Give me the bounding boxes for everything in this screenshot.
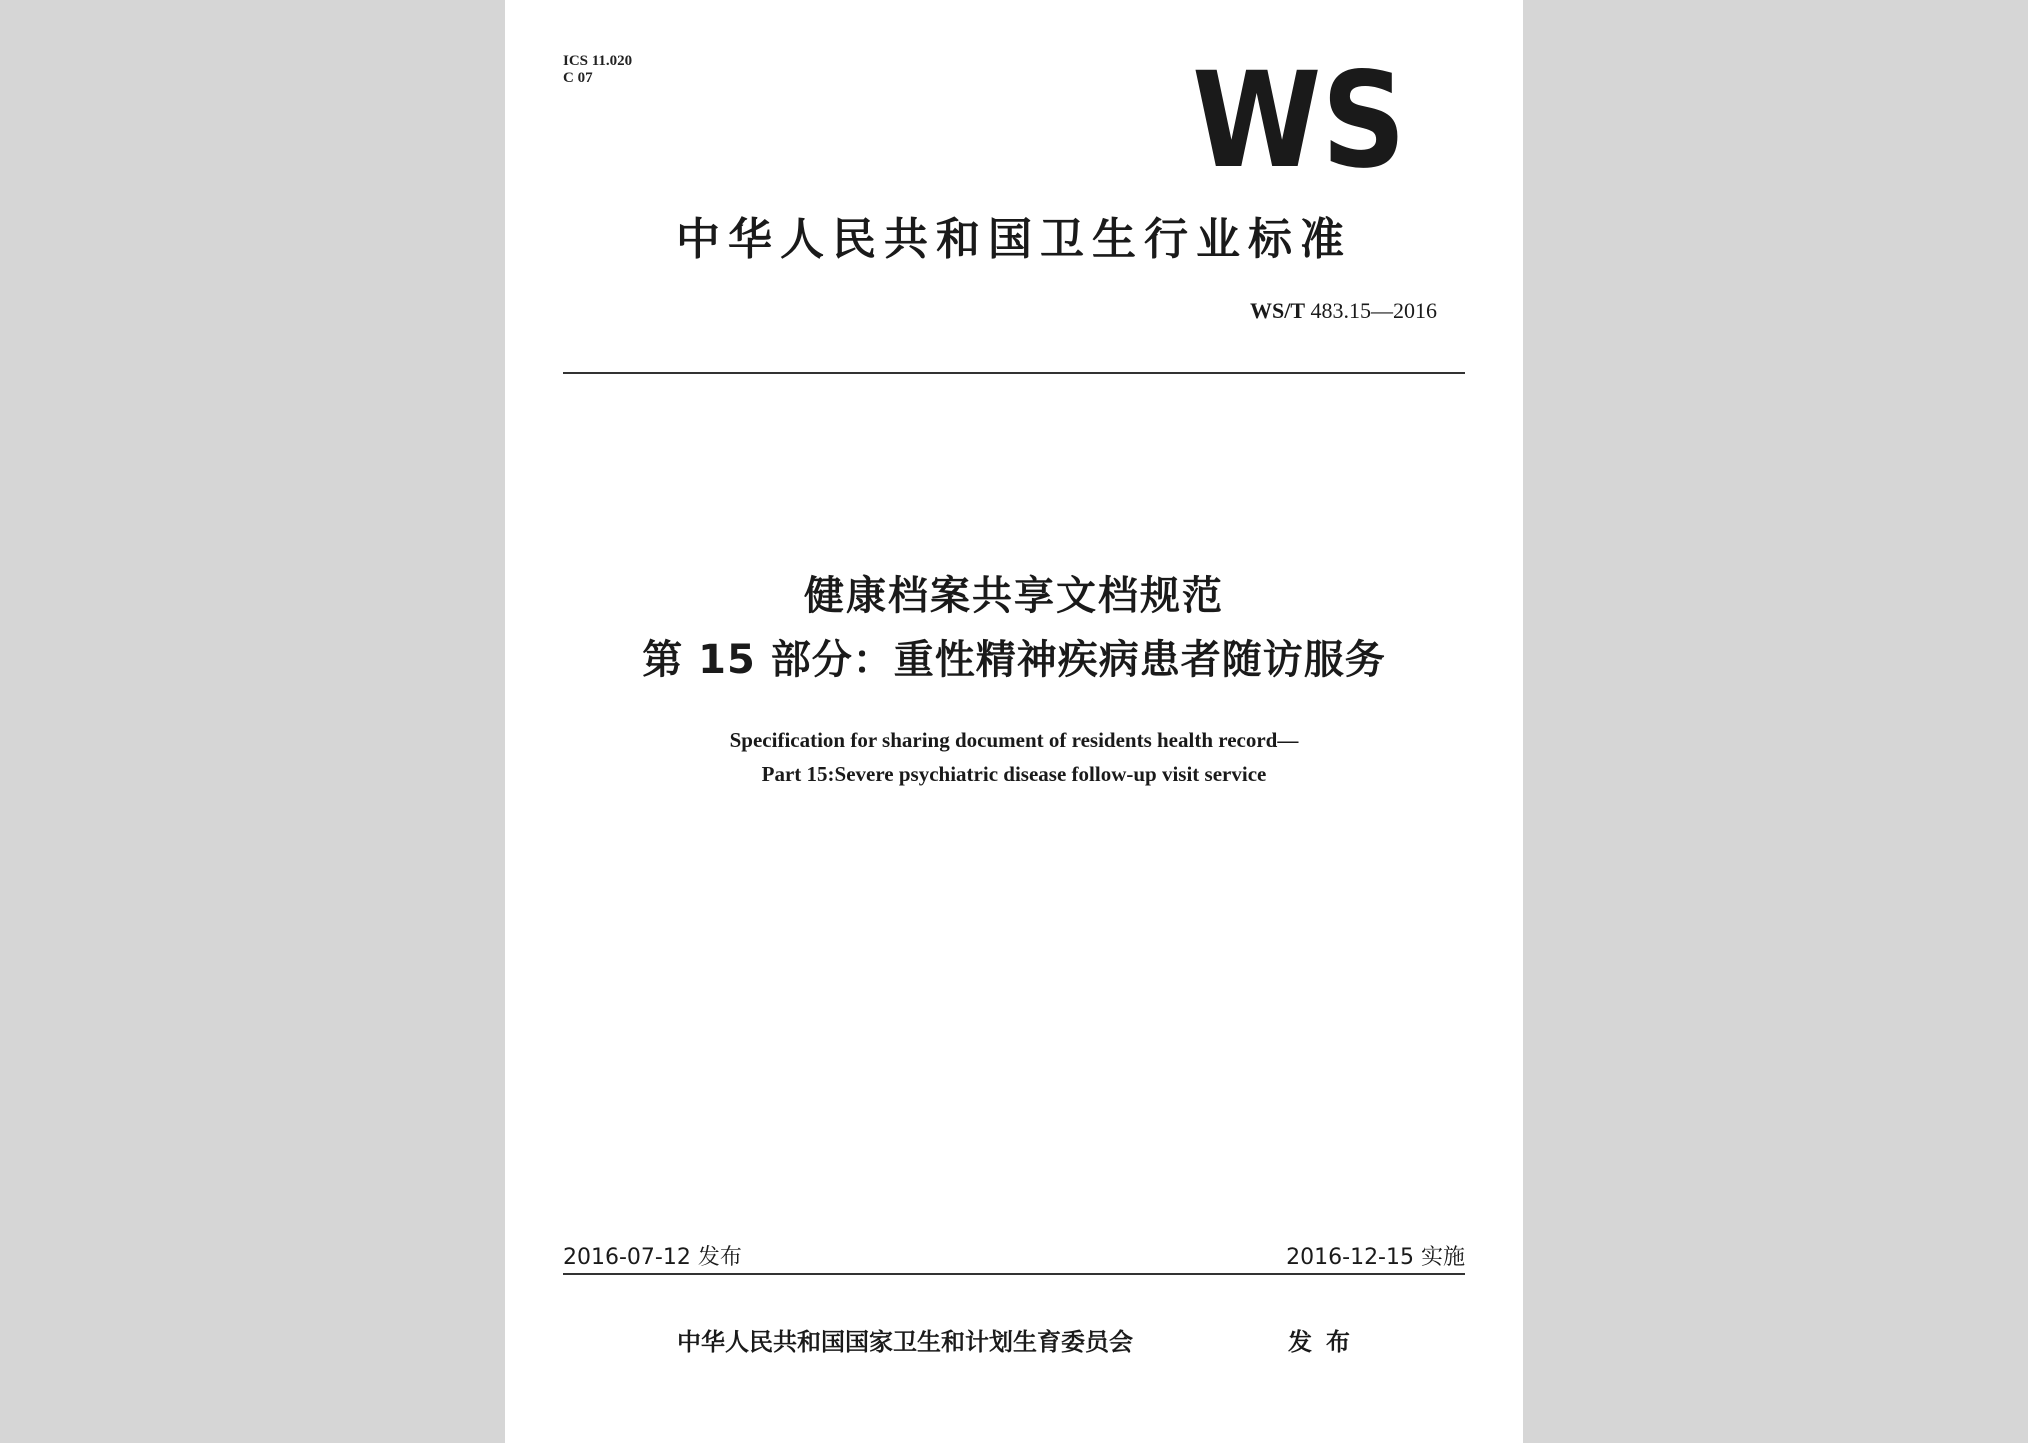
- ccs-code: C 07: [563, 70, 593, 86]
- top-divider: [563, 372, 1465, 374]
- ics-code: ICS 11.020: [563, 53, 633, 69]
- classification-codes: [563, 53, 632, 87]
- standard-code-number: 483.15—2016: [1310, 298, 1437, 323]
- implementation-date: 2016-12-15 实施: [1286, 1245, 1465, 1270]
- standard-code: [1250, 298, 1437, 324]
- en-title-line-2: Part 15:Severe psychiatric disease follow-up visit service: [761, 762, 1267, 786]
- issuer-name: 中华人民共和国国家卫生和计划生育委员会: [677, 1328, 1133, 1356]
- en-title-line-1: Specification for sharing document of residents health record—: [729, 728, 1299, 752]
- document-page: [505, 0, 1523, 1443]
- cn-title-line-2: 第 15 部分：重性精神疾病患者随访服务: [642, 637, 1386, 683]
- ws-logo: [1190, 44, 1408, 198]
- bottom-divider: [563, 1273, 1465, 1275]
- ws-logo-text: WS: [1192, 44, 1406, 198]
- issuer-action: 发布: [1288, 1328, 1364, 1356]
- release-date: 2016-07-12 发布: [563, 1245, 742, 1270]
- cn-title-line-1: 健康档案共享文档规范: [804, 573, 1224, 619]
- standard-code-prefix: WS/T: [1249, 298, 1305, 323]
- standard-category-title: 中华人民共和国卫生行业标准: [676, 214, 1352, 265]
